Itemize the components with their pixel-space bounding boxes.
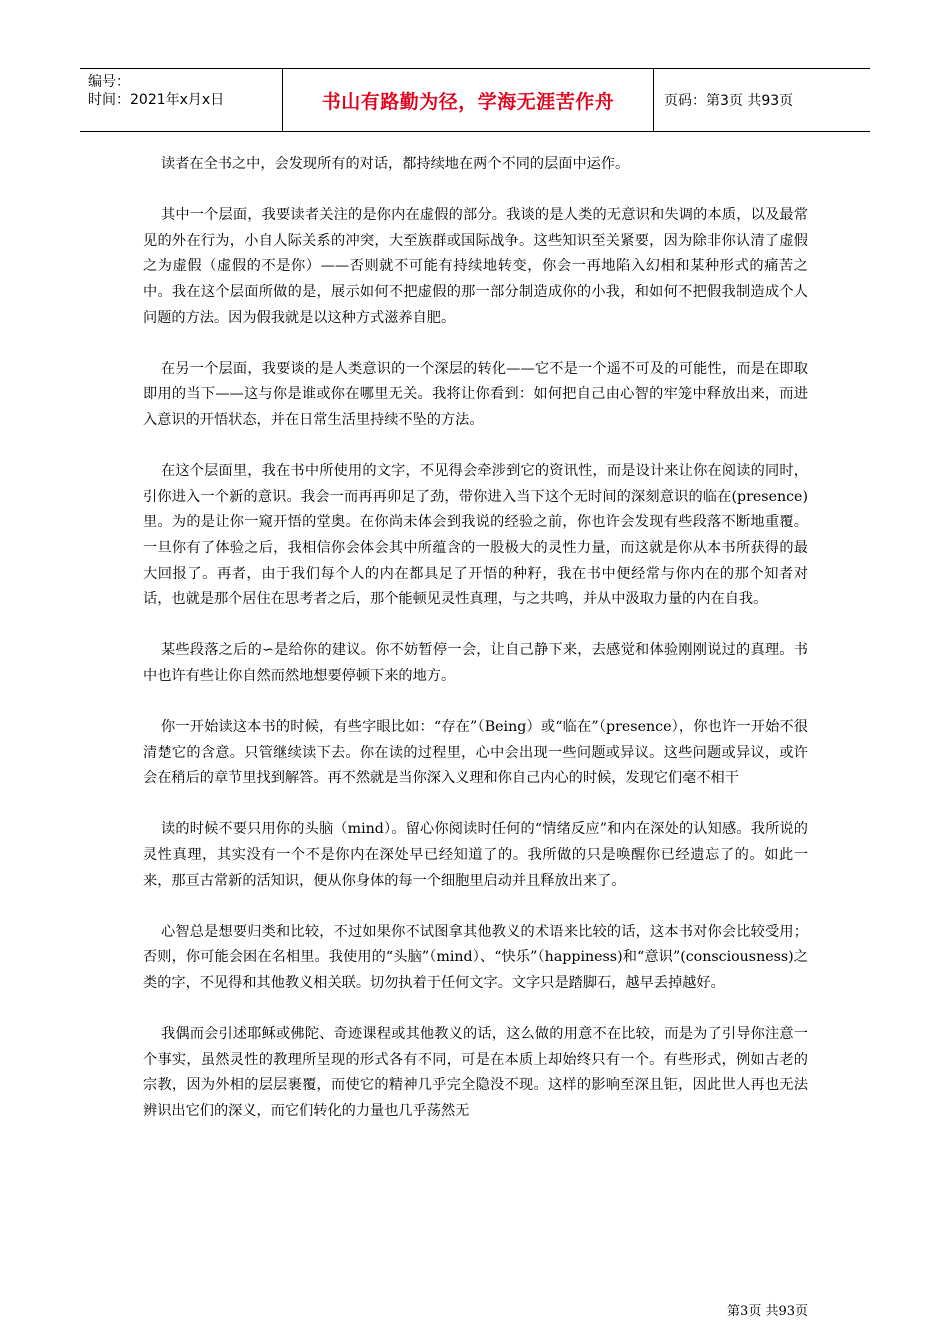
paragraph: 在这个层面里，我在书中所使用的文字，不见得会牵涉到它的资讯性，而是设计来让你在阅读的同时，引你进入一个新的意识。我会一而再再卯足了劲，带你进入当下这个无时间的深刻意识的临在(presence)里。为的是让你一窥开悟的堂奥。在你尚未体会到我说的经验之前，你也许会发现有些段落不断地重覆。一旦你有了体验之后，我相信你会体会其中所蕴含的一股极大的灵性力量，而这就是你从本书所获得的最大回报了。再者，由于我们每个人的内在都具足了开悟的种籽，我在书中便经常与你内在的那个知者对话，也就是那个居住在思考者之后，那个能顿见灵性真理，与之共鸣，并从中汲取力量的内在自我。 — [143, 463, 808, 608]
paragraph: 我偶而会引述耶稣或佛陀、奇迹课程或其他教义的话，这么做的用意不在比较，而是为了引导你注意一个事实，虽然灵性的教理所呈现的形式各有不同，可是在本质上却始终只有一个。有些形式，例如古老的宗教，因为外相的层层裹覆，而使它的精神几乎完全隐没不现。这样的影响至深且钜，因此世人再也无法辨识出它们的深义，而它们转化的力量也几乎荡然无 — [143, 1026, 808, 1119]
page-header — [80, 68, 870, 132]
document-body — [143, 152, 808, 1150]
paragraph: 心智总是想要归类和比较，不过如果你不试图拿其他教义的术语来比较的话，这本书对你会比较受用；否则，你可能会困在名相里。我使用的“头脑”（mind）、“快乐”（happiness)和“意识”(consciousness)之类的字，不见得和其他教义相关联。切勿执着于任何文字。文字只是踏脚石，越早丢掉越好。 — [143, 923, 808, 991]
paragraph: 其中一个层面，我要读者关注的是你内在虚假的部分。我谈的是人类的无意识和失调的本质，以及最常见的外在行为，小自人际关系的冲突，大至族群或国际战争。这些知识至关紧要，因为除非你认清了虚假之为虚假（虚假的不是你）——否则就不可能有持续地转变，你会一再地陷入幻相和某种形式的痛苦之中。我在这个层面所做的是，展示如何不把虚假的那一部分制造成你的小我，和如何不把假我制造成个人问题的方法。因为假我就是以这种方式滋养自肥。 — [143, 207, 808, 326]
paragraph: 读者在全书之中，会发现所有的对话，都持续地在两个不同的层面中运作。 — [161, 156, 630, 172]
paragraph: 你一开始读这本书的时候，有些字眼比如：“存在”（Being）或“临在”（presence），你也许一开始不很清楚它的含意。只管继续读下去。你在读的过程里，心中会出现一些问题或异议。这些问题或异议，或许会在稍后的章节里找到解答。再不然就是当你深入义理和你自己内心的时候，发现它们毫不相干 — [143, 719, 808, 787]
serial-number-label: 编号： — [88, 74, 130, 90]
page-footer: 第3页 共93页 — [727, 1304, 808, 1319]
header-motto: 书山有路勤为径，学海无涯苦作舟 — [282, 69, 654, 131]
date-label: 时间：2021年x月x日 — [88, 92, 225, 108]
paragraph: 在另一个层面，我要谈的是人类意识的一个深层的转化——它不是一个遥不可及的可能性，而是在即取即用的当下——这与你是谁或你在哪里无关。我将让你看到：如何把自己由心智的牢笼中释放出来，而进入意识的开悟状态，并在日常生活里持续不坠的方法。 — [143, 360, 808, 428]
header-meta-cell — [80, 69, 282, 131]
paragraph: 某些段落之后的∽是给你的建议。你不妨暂停一会，让自己静下来，去感觉和体验刚刚说过的真理。书中也许有些让你自然而然地想要停顿下来的地方。 — [143, 642, 808, 684]
header-page-number: 页码：第3页 共93页 — [664, 93, 794, 109]
paragraph: 读的时候不要只用你的头脑（mind）。留心你阅读时任何的“情绪反应”和内在深处的认知感。我所说的灵性真理，其实没有一个不是你内在深处早已经知道了的。我所做的只是唤醒你已经遗忘了的。如此一来，那亘古常新的活知识，便从你身体的每一个细胞里启动并且释放出来了。 — [143, 821, 808, 889]
